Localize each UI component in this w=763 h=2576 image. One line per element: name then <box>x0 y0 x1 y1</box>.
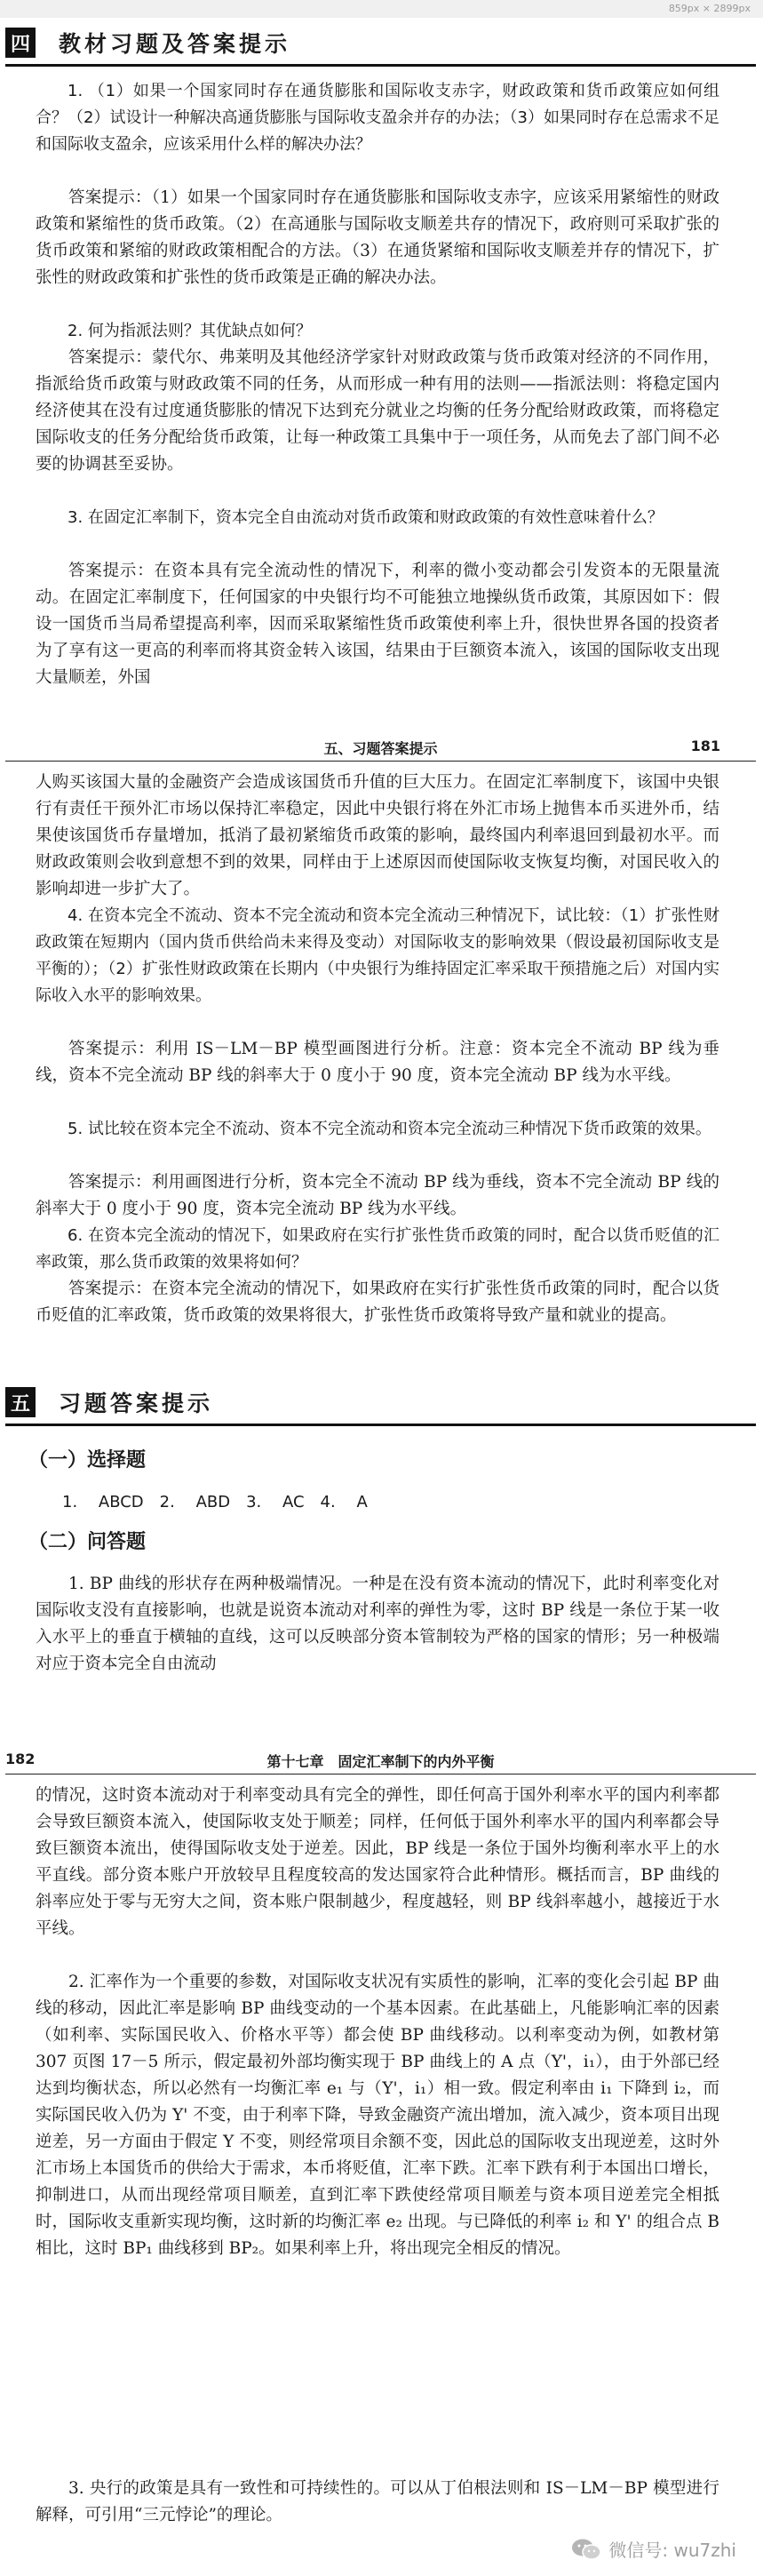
page-number: 181 <box>690 738 720 754</box>
qa-paragraph-2: 2. 汇率作为一个重要的参数，对国际收支状况有实质性的影响，汇率的变化会引起 BP 曲线的移动，因此汇率是影响 BP 曲线变动的一个基本因素。在此基础上，凡能影响汇率的因素（如利率、实际国民收入、价格水平等）都会使 BP 曲线移动。以利率变动为例，如教材第 307 页图 17－5 所示，假定最初外部均衡实现于 BP 曲线上的 A 点（Y'，i₁），由于外部已经达到均衡状态，所以必然有一均衡汇率 e₁ 与（Y'，i₁）相一致。假定利率由 i₁ 下降到 i₂，而实际国民收入仍为 Y' 不变，由于利率下降，导致金融资产流出增加，流入减少，资本项目出现逆差，另一方面由于假定 Y 不变，则经常项目余额不变，因此总的国际收支出现逆差，这时外汇市场上本国货币的供给大于需求，本币将贬值，汇率下跌。汇率下跌有利于本国出口增长，抑制进口，从而出现经常项目顺差，直到汇率下跌使经常项目顺差与资本项目逆差完全相抵时，国际收支重新实现均衡，这时新的均衡汇率 e₂ 出现。与已降低的利率 i₂ 和 Y' 的组合点 B 相比，这时 BP₁ 曲线移到 BP₂。如果利率上升，将出现完全相反的情况。 <box>36 1973 719 2258</box>
wechat-icon <box>571 2538 601 2561</box>
running-title: 五、习题答案提示 <box>323 740 438 757</box>
section-5-header <box>0 1383 213 1422</box>
question-4: 4. 在资本完全不流动、资本不完全流动和资本完全流动三种情况下，试比较：（1）扩张性财政政策在短期内（国内货币供给尚未来得及变动）对国际收支的影响效果（假设最初国际收支是平衡的）；（2）扩张性财政政策在长期内（中央银行为维持固定汇率采取干预措施之后）对国内实际收入水平的影响效果。 <box>36 906 719 1005</box>
wechat-watermark <box>571 2536 736 2562</box>
watermark-text: 微信号: wu7zhi <box>608 2540 736 2561</box>
choice-heading: （一）选择题 <box>28 1449 147 1471</box>
answer-2: 答案提示：蒙代尔、弗莱明及其他经济学家针对财政政策与货币政策对经济的不同作用，指派给货币政策与财政政策不同的任务，从而形成一种有用的法则——指派法则：将稳定国内经济使其在没有过度通货膨胀的情况下达到充分就业之均衡的任务分配给财政政策，而将稳定国际收支的任务分配给货币政策，让每一种政策工具集中于一项任务，从而免去了部门间不必要的协调甚至妥协。 <box>36 348 719 474</box>
running-header-182 <box>5 1747 756 1774</box>
qa-paragraph-3: 3. 央行的政策是具有一致性和可持续性的。可以从丁伯根法则和 IS－LM－BP 模型进行解释，可引用“三元悖论”的理论。 <box>36 2479 719 2524</box>
scan-section-5 <box>0 1377 763 1742</box>
answer-3: 答案提示：在资本具有完全流动性的情况下，利率的微小变动都会引发资本的无限量流动。在固定汇率制度下，任何国家的中央银行均不可能独立地操纵货币政策，其原因如下：假设一国货币当局希望提高利率，因而采取紧缩性货币政策使利率上升，很快世界各国的投资者为了享有这一更高的利率而将其资金转入该国，结果由于巨额资本流入，该国的国际收支出现大量顺差，外国 <box>36 562 719 687</box>
image-dimensions-label: 859px × 2899px <box>668 3 751 14</box>
section-title: 教材习题及答案提示 <box>59 31 291 57</box>
scan-page-182 <box>0 1742 763 2576</box>
scan-section-4 <box>0 18 763 729</box>
scan-page-181 <box>0 729 763 1377</box>
section-number-box: 四 <box>5 28 36 58</box>
running-title: 第十七章 固定汇率制下的内外平衡 <box>266 1753 495 1770</box>
question-1: 1. （1）如果一个国家同时存在通货膨胀和国际收支赤字，财政政策和货币政策应如何组合？（2）试设计一种解决高通货膨胀与国际收支盈余并存的办法；（3）如果同时存在总需求不足和国际收支盈余，应该采用什么样的解决办法？ <box>36 82 719 154</box>
answer-5: 答案提示：利用画图进行分析，资本完全不流动 BP 线为垂线，资本不完全流动 BP 线的斜率大于 0 度小于 90 度，资本完全流动 BP 线为水平线。 <box>36 1173 719 1218</box>
question-2: 2. 何为指派法则？其优缺点如何？ <box>68 322 312 340</box>
header-rule <box>5 761 756 762</box>
answer-4: 答案提示：利用 IS－LM－BP 模型画图进行分析。注意：资本完全不流动 BP 线为垂线，资本不完全流动 BP 线的斜率大于 0 度小于 90 度，资本完全流动 BP 线为水平线。 <box>36 1040 719 1085</box>
qa-heading: （二）问答题 <box>28 1531 147 1553</box>
question-3: 3. 在固定汇率制下，资本完全自由流动对货币政策和财政政策的有效性意味着什么？ <box>68 508 664 527</box>
section-rule <box>5 64 756 67</box>
running-header-181 <box>5 734 756 761</box>
continued-paragraph: 人购买该国大量的金融资产会造成该国货币升值的巨大压力。在固定汇率制度下，该国中央银行有责任干预外汇市场以保持汇率稳定，因此中央银行将在外汇市场上抛售本币买进外币，结果使该国货币存量增加，抵消了最初紧缩货币政策的影响，最终国内利率退回到最初水平。而财政政策则会收到意想不到的效果，同样由于上述原因而使国际收支恢复均衡，对国民收入的影响却进一步扩大了。 <box>36 773 719 898</box>
question-5: 5. 试比较在资本完全不流动、资本不完全流动和资本完全流动三种情况下货币政策的效果。 <box>68 1120 711 1138</box>
viewer-top-bar <box>0 0 763 19</box>
section-number-box: 五 <box>5 1387 36 1417</box>
answer-1: 答案提示：（1）如果一个国家同时存在通货膨胀和国际收支赤字，应该采用紧缩性的财政政策和紧缩性的货币政策。（2）在高通胀与国际收支顺差共存的情况下，政府则可采取扩张的货币政策和紧缩的财政政策相配合的方法。（3）在通货紧缩和国际收支顺差并存的情况下，扩张性的财政政策和扩张性的货币政策是正确的解决办法。 <box>36 188 719 287</box>
answer-6: 答案提示：在资本完全流动的情况下，如果政府在实行扩张性货币政策的同时，配合以货币贬值的汇率政策，货币政策的效果将很大，扩张性货币政策将导致产量和就业的提高。 <box>36 1280 719 1325</box>
section-4-header <box>0 23 290 62</box>
qa-paragraph-1: 1. BP 曲线的形状存在两种极端情况。一种是在没有资本流动的情况下，此时利率变化对国际收支没有直接影响，也就是说资本流动对利率的弹性为零，这时 BP 线是一条位于某一收入水平上的垂直于横轴的直线，这可以反映部分资本管制较为严格的国家的情形；另一种极端对应于资本完全自由流动 <box>36 1575 719 1673</box>
page-number: 182 <box>5 1751 36 1767</box>
section-rule <box>5 1424 756 1426</box>
section-title: 习题答案提示 <box>59 1391 214 1416</box>
question-6: 6. 在资本完全流动的情况下，如果政府在实行扩张性货币政策的同时，配合以货币贬值的汇率政策，那么货币政策的效果将如何？ <box>36 1226 719 1272</box>
choice-answers: 1. ABCD 2. ABD 3. AC 4. A <box>62 1493 368 1511</box>
continued-paragraph: 的情况，这时资本流动对于利率变动具有完全的弹性，即任何高于国外利率水平的国内利率都会导致巨额资本流入，使国际收支处于顺差；同样，任何低于国外利率水平的国内利率都会导致巨额资本流出，使得国际收支处于逆差。因此，BP 线是一条位于国外均衡利率水平上的水平直线。部分资本账户开放较早且程度较高的发达国家符合此种情形。概括而言，BP 曲线的斜率应处于零与无穷大之间，资本账户限制越少，程度越轻，则 BP 线斜率越小，越接近于水平线。 <box>36 1786 719 1938</box>
